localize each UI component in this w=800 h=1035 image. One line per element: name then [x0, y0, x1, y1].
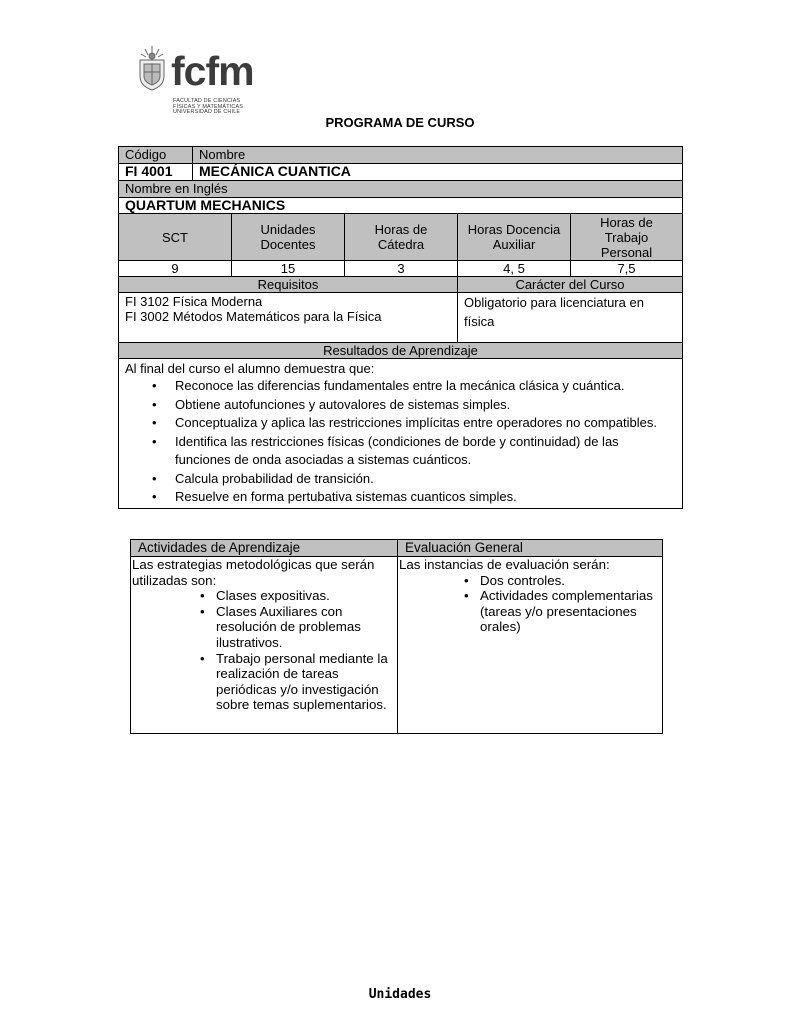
university-crest-icon: [135, 44, 169, 92]
activities-cell: [130, 556, 398, 734]
fcfm-logo: [135, 42, 260, 118]
list-item: • Trabajo personal mediante la realización de tareas periódicas y/o investigación sobre temas suplementarios.: [198, 651, 398, 713]
list-item: • Clases expositivas.: [198, 588, 396, 604]
horas-trabajo-personal-header: Horas de Trabajo Personal: [570, 213, 683, 261]
list-item: • Identifica las restricciones físicas (condiciones de borde y continuidad) de las funciones de onda asociadas a sistemas cuánticos.: [125, 433, 653, 470]
list-item: • Reconoce las diferencias fundamentales entre la mecánica clásica y cuántica.: [125, 377, 676, 396]
logo-wordmark: fcfm: [171, 48, 254, 94]
activities-list: [198, 588, 396, 713]
english-name-label: Nombre en Inglés: [118, 180, 683, 198]
requirement-item: FI 3102 Física Moderna: [125, 294, 263, 309]
list-item: • Resuelve en forma pertubativa sistemas cuanticos simples.: [125, 488, 676, 507]
horas-trabajo-personal-value: 7,5: [570, 260, 683, 277]
results-label: Resultados de Aprendizaje: [118, 342, 683, 359]
horas-docencia-auxiliar-header: Horas Docencia Auxiliar: [457, 213, 571, 261]
horas-catedra-value: 3: [344, 260, 458, 277]
requirements-cell: [118, 292, 458, 343]
unidades-docentes-header: Unidades Docentes: [231, 213, 345, 261]
list-item: • Dos controles.: [462, 573, 661, 589]
evaluation-cell: [397, 556, 663, 734]
sct-header: SCT: [118, 213, 232, 261]
horas-docencia-auxiliar-value: 4, 5: [457, 260, 571, 277]
code-label: Código: [118, 146, 193, 164]
character-label: Carácter del Curso: [457, 276, 683, 293]
activities-intro: Las estrategias metodológicas que serán utilizadas son:: [132, 557, 375, 588]
page-title: PROGRAMA DE CURSO: [325, 115, 475, 130]
sct-value: 9: [118, 260, 232, 277]
english-name: QUARTUM MECHANICS: [118, 197, 683, 214]
results-intro: Al final del curso el alumno demuestra que:: [125, 361, 375, 376]
evaluation-list: [462, 573, 661, 635]
footer-heading: Unidades: [368, 987, 432, 1002]
course-code: FI 4001: [118, 163, 193, 181]
horas-catedra-header: Horas de Cátedra: [344, 213, 458, 261]
list-item: • Actividades complementarias (tareas y/o presentaciones orales): [462, 588, 663, 635]
evaluation-label: Evaluación General: [397, 539, 663, 557]
list-item: • Calcula probabilidad de transición.: [125, 470, 676, 489]
results-cell: [118, 358, 683, 509]
course-name: MECÁNICA CUANTICA: [192, 163, 683, 181]
requirements-label: Requisitos: [118, 276, 458, 293]
character-cell: Obligatorio para licenciatura en física: [457, 292, 683, 343]
evaluation-intro: Las instancias de evaluación serán:: [399, 557, 610, 572]
list-item: • Obtiene autofunciones y autovalores de sistemas simples.: [125, 396, 676, 415]
activities-label: Actividades de Aprendizaje: [130, 539, 398, 557]
logo-caption: FACULTAD DE CIENCIAS FÍSICAS Y MATEMÁTICAS UNIVERSIDAD DE CHILE: [173, 98, 244, 116]
list-item: • Clases Auxiliares con resolución de problemas ilustrativos.: [198, 604, 386, 651]
name-label: Nombre: [192, 146, 683, 164]
results-list: [125, 377, 676, 507]
list-item: • Conceptualiza y aplica las restricciones implícitas entre operadores no compatibles.: [125, 414, 676, 433]
requirement-item: FI 3002 Métodos Matemáticos para la Física: [125, 309, 382, 324]
unidades-docentes-value: 15: [231, 260, 345, 277]
